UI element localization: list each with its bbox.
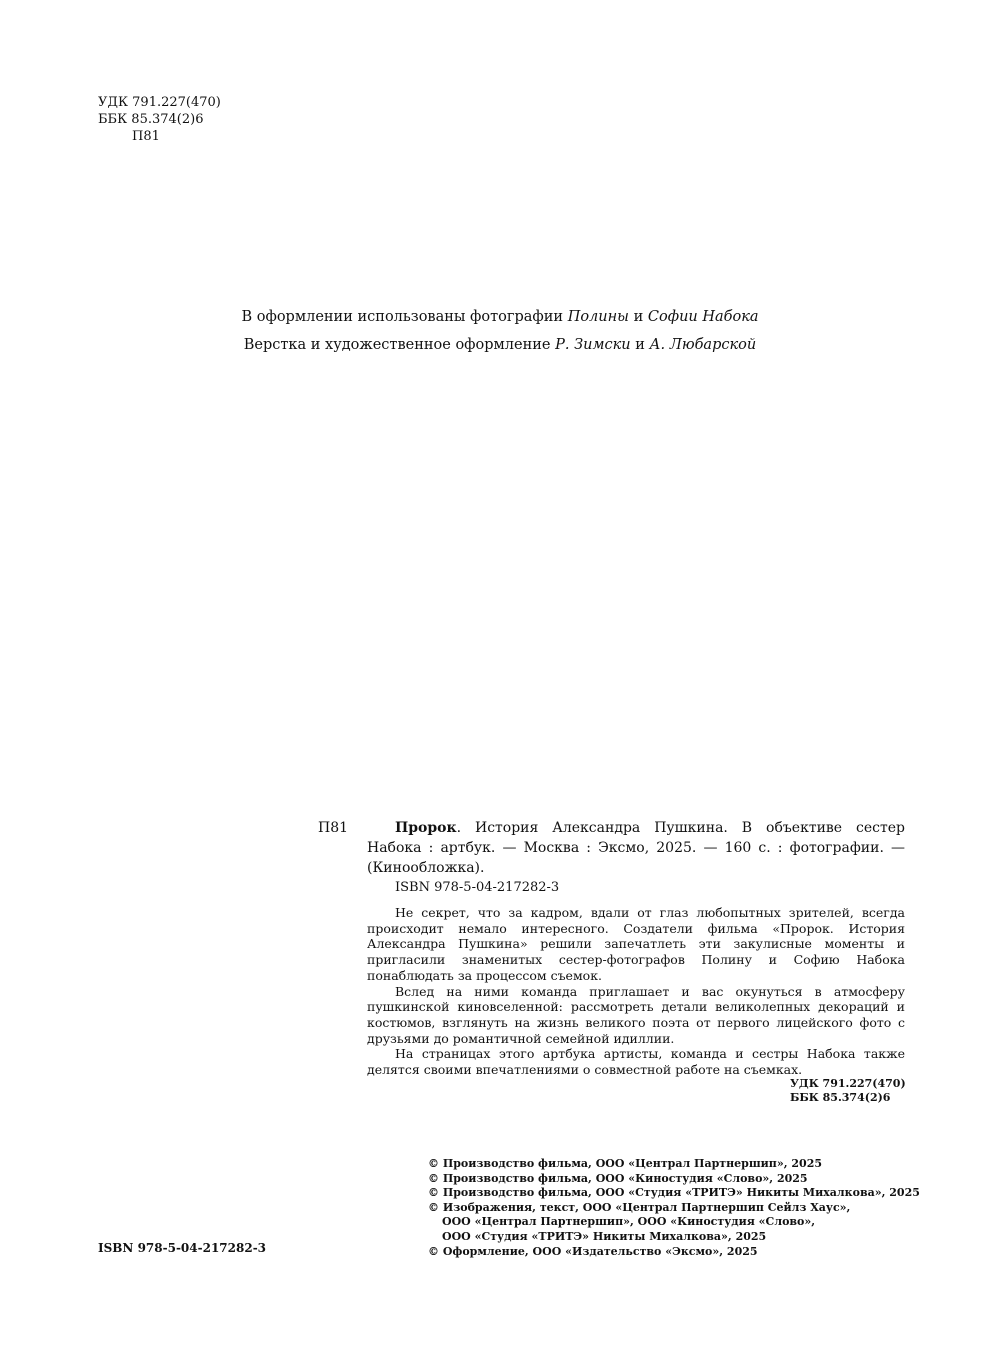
photo-credits-line — [0, 303, 1000, 331]
annotation-paragraph: Вслед на ними команда приглашает и вас окунуться в атмосферу пушкинской киновселенной: рассмотреть детали великолепных декораций и костюмов, взглянуть на жизнь великого поэта от первого лицейского фото с друзьями до романтичной семейной идиллии. — [367, 983, 905, 1046]
copyright-line: ООО «Централ Партнершип», ООО «Киностудия «Слово», — [442, 1215, 816, 1229]
copyright-line: © Производство фильма, ООО «Студия «ТРИТЭ» Никиты Михалкова», 2025 — [428, 1186, 920, 1200]
bbk-code-bottom: ББК 85.374(2)6 — [790, 1091, 891, 1104]
top-classification-block — [98, 94, 221, 145]
layout-credits-and: и — [630, 337, 650, 353]
udk-code: УДК 791.227(470) — [98, 95, 221, 110]
copyright-line: © Производство фильма, ООО «Централ Партнершип», 2025 — [428, 1157, 822, 1170]
catalog-isbn: ISBN 978-5-04-217282-3 — [395, 880, 560, 895]
udk-code-bottom: УДК 791.227(470) — [790, 1077, 906, 1090]
book-title: Пророк — [395, 820, 457, 836]
catalog-author-sign: П81 — [318, 820, 349, 836]
photographer-name-2: Софии Набока — [647, 309, 759, 325]
author-sign: П81 — [132, 129, 160, 144]
designer-name-2: А. Любарской — [649, 337, 757, 353]
bottom-classification-block — [790, 1077, 906, 1105]
photo-credits-prefix: В оформлении использованы фотографии — [241, 309, 568, 325]
credits-block — [0, 303, 1000, 359]
annotation-paragraph: На страницах этого артбука артисты, команда и сестры Набока также делятся своими впечатлениями о совместной работе на съемках. — [367, 1046, 905, 1078]
copyright-line: © Производство фильма, ООО «Киностудия «Слово», 2025 — [428, 1171, 808, 1185]
isbn-bottom: ISBN 978-5-04-217282-3 — [98, 1241, 267, 1255]
photographer-name-1: Полины — [567, 309, 629, 325]
bibliographic-record — [367, 818, 905, 878]
photo-credits-and: и — [629, 309, 648, 325]
annotation — [367, 905, 905, 1078]
copyright-block — [428, 1157, 920, 1259]
annotation-paragraph: Не секрет, что за кадром, вдали от глаз любопытных зрителей, всегда происходит немало интересного. Создатели фильма «Пророк. История Александра Пушкина» решили запечатлеть эти закулисные моменты и пригласили знаменитых сестер-фотографов Полину и Софию Набока понаблюдать за процессом съемок. — [367, 905, 905, 983]
copyright-line: ООО «Студия «ТРИТЭ» Никиты Михалкова», 2025 — [442, 1229, 767, 1243]
copyright-line: © Оформление, ООО «Издательство «Эксмо», 2025 — [428, 1244, 758, 1258]
copyright-line: © Изображения, текст, ООО «Централ Партнершип Сейлз Хаус», — [428, 1200, 851, 1214]
layout-credits-prefix: Верстка и художественное оформление — [243, 337, 556, 353]
layout-credits-line — [0, 331, 1000, 359]
book-description: . История Александра Пушкина. В объективе сестер Набока : артбук. — Москва : Эксмо, 2025. — 160 с. : фотографии. — (Кинообложка). — [367, 820, 905, 876]
designer-name-1: Р. Зимски — [555, 337, 631, 353]
bbk-code: ББК 85.374(2)6 — [98, 112, 204, 127]
